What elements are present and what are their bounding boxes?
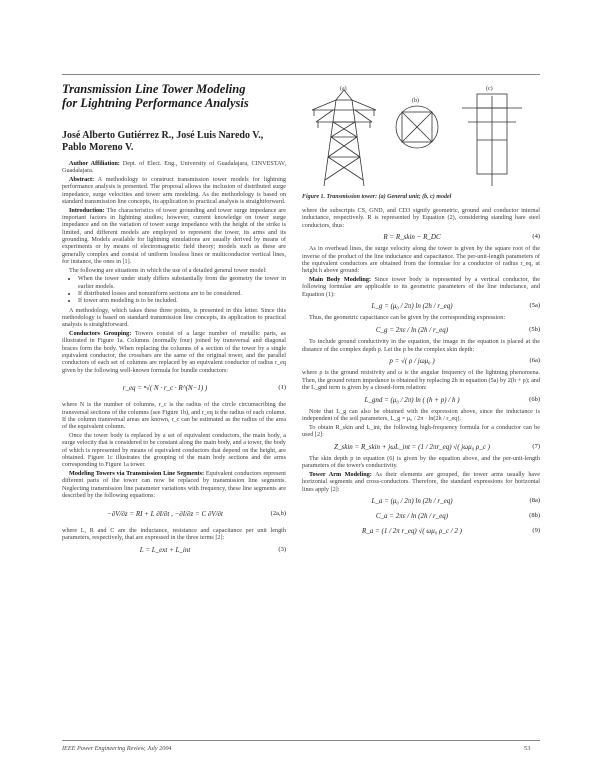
- equation-6-number: (5b): [529, 326, 540, 334]
- equation-12: [302, 524, 540, 539]
- equation-7-number: (6a): [529, 357, 540, 365]
- where-1-paragraph: where N is the number of columns, r_c is the radius of the circle circumscribing the transversal sections of the columns (see Figure 1b), and r_eq is the radius of each column. If the column transversal areas are known, r_c can be estimated as the radius of the area of the equivalent column.: [62, 401, 286, 431]
- equation-7: [302, 354, 540, 369]
- equation-5-body: L_g = (μ₀ / 2π) ln (2h / r_eq): [371, 302, 453, 311]
- equation-3-number: (3): [278, 545, 286, 553]
- equation-12-number: (9): [532, 527, 540, 535]
- equation-9-body: Z_skin = R_skin + jωL_int = (1 / 2πr_eq) √( jωμ₀ ρ_c ): [334, 442, 490, 451]
- equation-10: [302, 494, 540, 509]
- equation-11-number: (8b): [529, 512, 540, 520]
- main-body-text: Since tower body is represented by a vertical conductor, the following formulae are applicable to its geometric parameters of the line inductance, and Equation (1):: [302, 276, 541, 298]
- right-column: [302, 82, 540, 539]
- arm-lead: Tower Arm Modeling:: [309, 471, 372, 479]
- bottom-rule: [62, 740, 540, 741]
- arm-paragraph: [302, 471, 540, 493]
- left-column: [62, 82, 286, 558]
- ground-paragraph: To include ground conductivity in the equation, the image in the equation is placed at the distance of the complex depth p. Let the p be the complex skin depth:: [302, 338, 540, 353]
- method-paragraph: A methodology, which takes these three points, is presented in this letter. Since this methodology is based on standard transmission line concepts, its application to practical analysis is straightforward.: [62, 306, 286, 329]
- conductors-paragraph: [62, 330, 286, 374]
- equation-8-body: L_gnd = (μ₀ / 2π) ln ( (h + p) / h ): [364, 395, 460, 404]
- list-item: • If tower arm modeling is to be included.: [78, 297, 286, 304]
- intro-text: The characteristics of tower grounding and tower surge impedance are important factors in lightning studies; however, current knowledge on tower surge impedance and on the variation of tower surge impedance with the height of the strike is limited, and different models are employed to represent the tower, its arms and its grounding. Models available for lightning simulations are usually derived by means of experiments or by means of electromagnetic field theory; models such as these are generally complex and consist of uniform lossless lines or multiconductor vertical lines, for instance, the ones in [1].: [62, 206, 286, 265]
- equation-6-body: C_g = 2πε / ln (2h / r_eq): [375, 326, 449, 335]
- equation-4-number: (4): [532, 233, 540, 241]
- authors-line-2: Pablo Moreno V.: [62, 142, 134, 153]
- equation-2: [62, 501, 286, 527]
- tower-figure: [302, 82, 540, 190]
- equation-9: [302, 440, 540, 455]
- top-rule: [62, 74, 540, 75]
- obtain-paragraph: To obtain R_skin and L_int, the following high-frequency formula for a conductor can be used [2]:: [302, 423, 540, 439]
- equation-1: [62, 375, 286, 401]
- equation-5-number: (5a): [529, 302, 540, 310]
- affiliation-text: Dept. of Elect. Eng., University of Guadalajara, CINVESTAV, Guadalajara.: [62, 160, 286, 175]
- tower-detail-drawing: [396, 106, 438, 148]
- figure-label-c: (c): [486, 86, 493, 92]
- page-number: 53: [524, 745, 531, 752]
- equation-3: [62, 543, 286, 558]
- situation-list: [62, 275, 286, 304]
- subscripts-paragraph: where the subscripts CS, GND, and CD3 signify geometric, ground and conductor internal inductance, respectively. R is represented by Equation (2), considering standing bare steel conductors, thus:: [302, 207, 540, 229]
- following-paragraph: The following are situations in which the use of a detailed general tower model:: [69, 266, 267, 274]
- abstract-lead: Abstract:: [69, 176, 95, 184]
- author-list: [62, 130, 286, 154]
- abstract-text: A methodology to construct transmission tower models for lightning performance analysis is presented. The proposal allows the inclusion of distributed surge impedance, surge velocities and tower arm modeling. As the methodology is based on standard transmission line concepts, its application to practical analysis is straightforward.: [62, 176, 286, 205]
- tower-model-drawing: [462, 94, 522, 186]
- list-item: • If distributed losses and nonuniform sections are to be considered.: [78, 290, 286, 297]
- modeling-text: Equivalent conductors represent different parts of the tower can now be replaced by transmission line segments. Neglecting transmission line parameter variations with frequency, these line segments are described by the following equations:: [62, 469, 286, 499]
- equation-11-body: C_a = 2πε / ln (2h / r_eq): [375, 512, 449, 521]
- equation-4: [302, 230, 540, 245]
- replacement-paragraph: Once the tower body is replaced by a set of equivalent conductors, the main body, a surge velocity that is considered to be constant along the main body, and a tower, the body of which is represented by means of equivalent conductors that depend on the height, are obtained. Figure 1c illustrates the grouping of the main body sections and the arms corresponding to Figure 1a tower.: [62, 432, 286, 469]
- note-paragraph: Note that L_g can also be obtained with the expression above, since the inductance is independent of the soil parameters, L_g = μ₀ / 2π · ln(2h / r_eq).: [302, 407, 540, 423]
- title-line-2: for Lightning Performance Analysis: [62, 96, 249, 110]
- equation-10-number: (8a): [529, 497, 540, 505]
- figure-label-a: (a): [340, 86, 347, 92]
- abstract-paragraph: [62, 176, 286, 205]
- overhead-paragraph: As in overhead lines, the surge velocity along the tower is given by the square root of the inverse of the product of the line inductance and capacitance. The per-unit-length parameters of the equivalent conductors are obtained from the formulae for a conductor of radius r_eq, at height h above ground:: [302, 245, 540, 275]
- equation-6: [302, 323, 540, 338]
- authors-line-1: José Alberto Gutiérrez R., José Luis Naredo V.,: [62, 130, 264, 141]
- intro-lead: Introduction:: [69, 206, 105, 214]
- affiliation-paragraph: [62, 160, 286, 175]
- equation-1-body: r_eq = ⁿ√( N · r_c · R^(N−1) ): [122, 384, 208, 393]
- tower-illustration: [302, 82, 540, 190]
- tower-full-drawing: [312, 90, 376, 186]
- equation-2-body: −∂V/∂z = RI + L ∂I/∂t , −∂I/∂z = C ∂V/∂t: [107, 509, 223, 518]
- equation-7-body: p = √( ρ / jωμ₀ ): [389, 357, 435, 366]
- equation-10-body: L_a = (μ₀ / 2π) ln (2h / r_eq): [371, 497, 453, 506]
- conductors-lead: Conductors Grouping:: [69, 330, 132, 338]
- journal-footer: IEEE Power Engineering Review, July 2004: [62, 745, 172, 752]
- equation-2-number: (2a,b): [270, 509, 286, 517]
- equation-9-number: (7): [532, 442, 540, 450]
- where-2-paragraph: where L, R and C are the inductance, resistance and capacitance per unit length parameters, respectively, that are expressed in the three terms [2]:: [62, 526, 286, 541]
- figure-caption: Figure 1. Transmission tower: (a) General unit; (b, c) model: [302, 194, 452, 200]
- title-line-1: Transmission Line Tower Modeling: [62, 82, 246, 96]
- equation-3-body: L = L_ext + L_int: [139, 545, 191, 554]
- equation-12-body: R_a = (1 / 2π r_eq) √( ωμ₀ ρ_c / 2 ): [362, 527, 462, 536]
- resistivity-paragraph: where ρ is the ground resistivity and ω is the angular frequency of the lightning phenomena. Then, the ground return impedance is obtained by replacing 2h in equation (5a) by 2(h + p); and the L_gnd term is given by a closed-form relation:: [302, 369, 540, 391]
- list-item: • When the tower under study differs substantially from the geometry the tower in earlier models.: [78, 275, 286, 290]
- capacitance-paragraph: Thus, the geometric capacitance can be given by the corresponding expression:: [309, 314, 506, 322]
- equation-1-number: (1): [278, 384, 286, 392]
- main-body-lead: Main Body Modeling:: [309, 276, 372, 284]
- main-body-paragraph: [302, 276, 540, 298]
- affiliation-lead: Author Affiliation:: [69, 160, 120, 167]
- intro-paragraph: [62, 207, 286, 265]
- skin-paragraph: The skin depth p in equation (6) is given by the equation above, and the per-unit-length parameters of the tower's conductivity.: [302, 454, 540, 470]
- paper-title: [62, 82, 286, 110]
- modeling-lead: Modeling Towers via Transmission Line Segments:: [69, 469, 205, 477]
- conductors-text: Towers consist of a large number of metallic parts, as illustrated in Figure 1a. Columns (normally four) joined by transversal and diagonal braces form the body. When replacing the columns of a section of the tower by a single equivalent conductor, the crossbars are the same of the original tower, and the parallel conductors of each set of columns are replaced by an equivalent conductor of radius r_eq given by the following well-known formula for bundle conductors:: [62, 330, 286, 374]
- figure-label-b: (b): [412, 98, 419, 104]
- equation-4-body: R = R_skin − R_DC: [383, 233, 441, 242]
- equation-5: [302, 299, 540, 314]
- equation-11: [302, 509, 540, 524]
- equation-8: [302, 393, 540, 408]
- arm-text: As their elements are grouped, the tower arms usually have horizontal segments and cross-conductors. Therefore, the standard expressions for horizontal lines apply [2]:: [302, 471, 540, 493]
- equation-8-number: (6b): [529, 395, 540, 403]
- modeling-paragraph: [62, 470, 286, 499]
